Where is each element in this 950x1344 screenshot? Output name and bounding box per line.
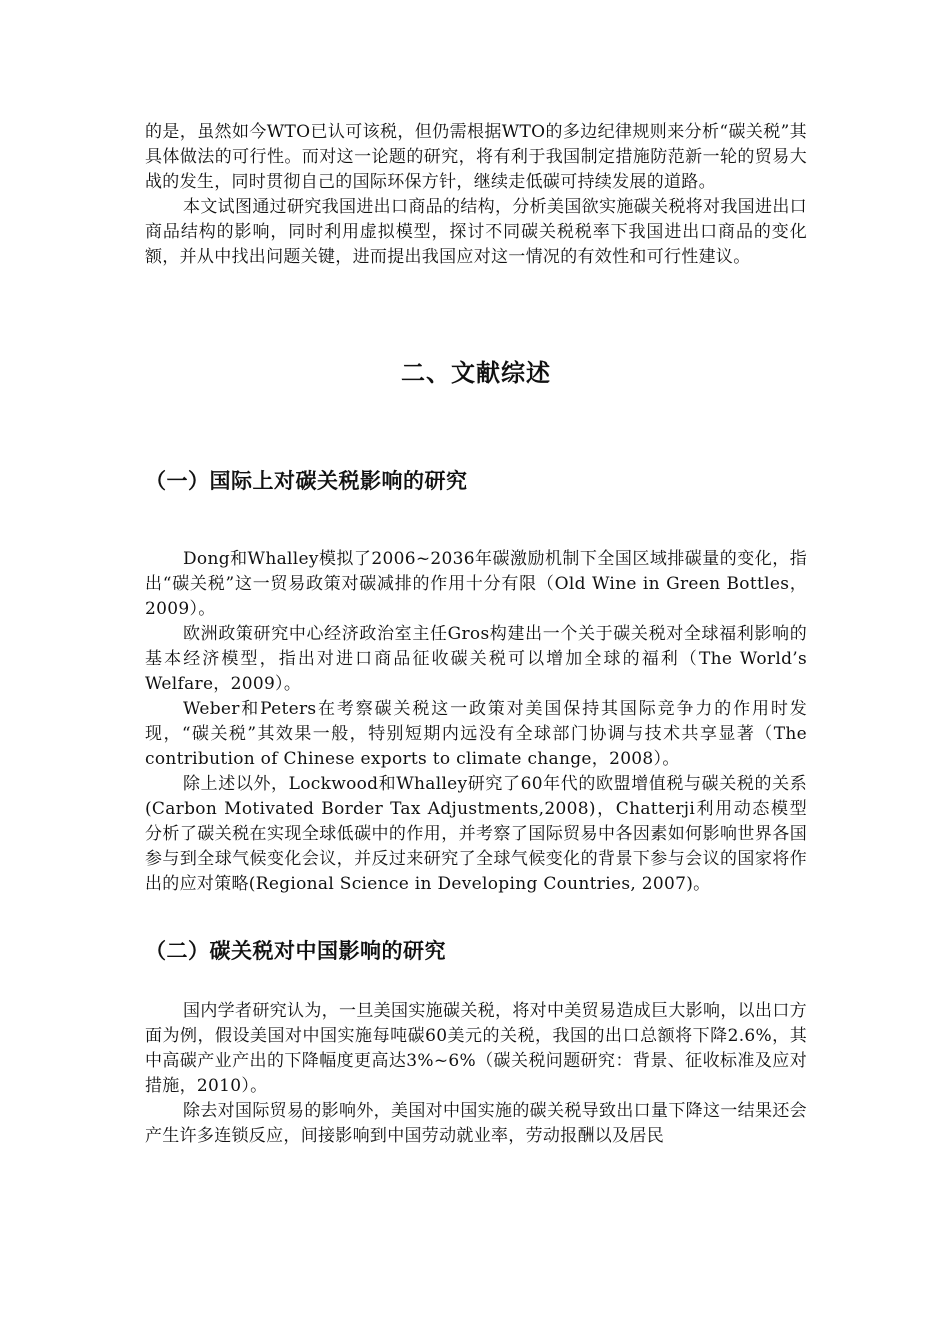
lit-paragraph-weber-peters: Weber和Peters在考察碳关税这一政策对美国保持其国际竞争力的作用时发现，“碳关税”其效果一般，特别短期内远没有全球部门协调与技术共享显著（The contribution of Chinese exports to climate change，2008）。 — [145, 699, 807, 769]
document-page — [145, 120, 807, 1149]
intro-paragraph-1: 的是，虽然如今WTO已认可该税，但仍需根据WTO的多边纪律规则来分析“碳关税”其具体做法的可行性。而对这一论题的研究，将有利于我国制定措施防范新一轮的贸易大战的发生，同时贯彻自己的国际环保方针，继续走低碳可持续发展的道路。 — [145, 122, 807, 192]
subsection-title-1: （一）国际上对碳关税影响的研究 — [145, 469, 468, 493]
china-paragraph-2: 除去对国际贸易的影响外，美国对中国实施的碳关税导致出口量下降这一结果还会产生许多连锁反应，间接影响到中国劳动就业率，劳动报酬以及居民 — [145, 1101, 807, 1146]
china-paragraph-1: 国内学者研究认为，一旦美国实施碳关税，将对中美贸易造成巨大影响，以出口方面为例，假设美国对中国实施每吨碳60美元的关税，我国的出口总额将下降2.6%，其中高碳产业产出的下降幅度更高达3%~6%（碳关税问题研究：背景、征收标准及应对措施，2010）。 — [145, 1001, 807, 1096]
lit-paragraph-gros: 欧洲政策研究中心经济政治室主任Gros构建出一个关于碳关税对全球福利影响的基本经济模型，指出对进口商品征收碳关税可以增加全球的福利（The World’s Welfare，2009）。 — [145, 624, 807, 694]
lit-paragraph-dong-whalley: Dong和Whalley模拟了2006~2036年碳激励机制下全国区域排碳量的变化，指出“碳关税”这一贸易政策对碳减排的作用十分有限（Old Wine in Green Bottles，2009）。 — [145, 549, 807, 619]
section-title: 二、文献综述 — [401, 359, 551, 387]
intro-paragraph-2: 本文试图通过研究我国进出口商品的结构，分析美国欲实施碳关税将对我国进出口商品结构的影响，同时利用虚拟模型，探讨不同碳关税税率下我国进出口商品的变化额，并从中找出问题关键，进而提出我国应对这一情况的有效性和可行性建议。 — [145, 197, 807, 267]
subsection-title-2: （二）碳关税对中国影响的研究 — [145, 939, 446, 963]
lit-paragraph-lockwood-chatterji: 除上述以外，Lockwood和Whalley研究了60年代的欧盟增值税与碳关税的关系(Carbon Motivated Border Tax Adjustments,2008)，Chatterji利用动态模型分析了碳关税在实现全球低碳中的作用，并考察了国际贸易中各因素如何影响世界各国参与到全球气候变化会议，并反过来研究了全球气候变化的背景下参与会议的国家将作出的应对策略(Regional Science in Developing Countries, 2007)。 — [145, 774, 807, 894]
